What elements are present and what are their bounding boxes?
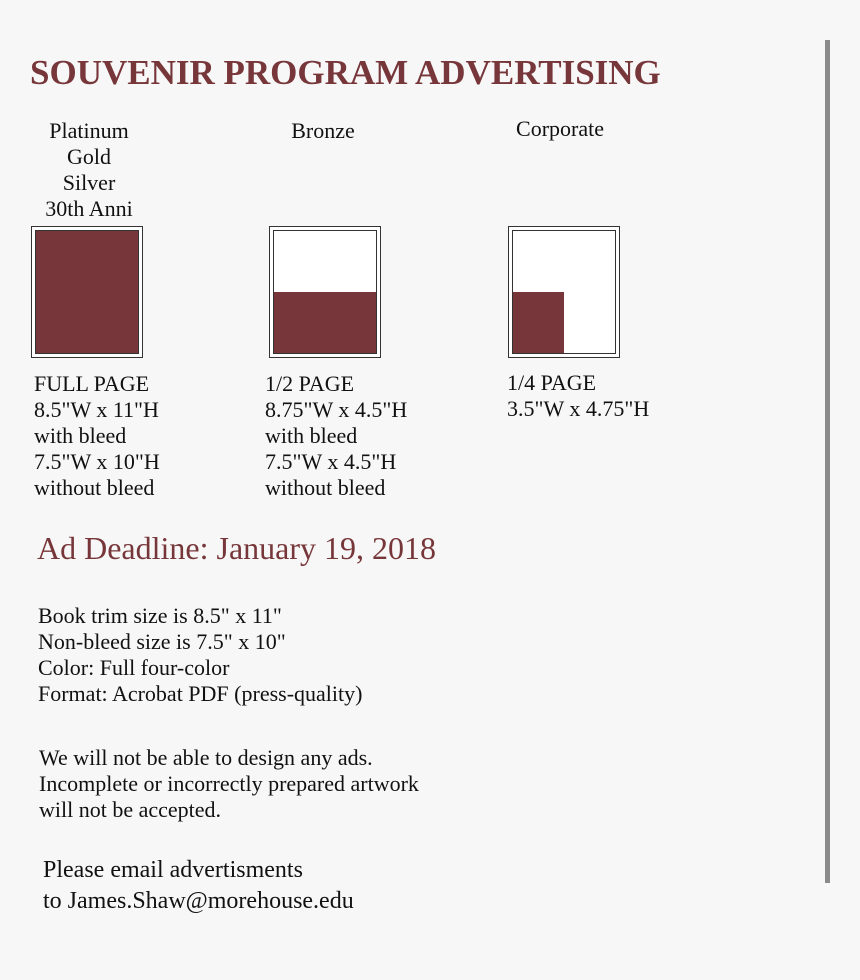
full-page-diagram: [31, 226, 143, 358]
tier-label-corporate: [500, 116, 620, 142]
spec-line: with bleed: [265, 423, 358, 448]
half-page-spec: [265, 371, 407, 501]
half-page-diagram: [269, 226, 381, 358]
diagram-page-frame: [35, 230, 139, 354]
notice-line: Incomplete or incorrectly prepared artwork: [39, 771, 419, 796]
spec-line: 7.5"W x 4.5"H: [265, 449, 397, 474]
book-spec-line: Non-bleed size is 7.5" x 10": [38, 629, 286, 654]
spec-line: 7.5"W x 10"H: [34, 449, 160, 474]
diagram-page-frame: [512, 230, 616, 354]
spec-line: without bleed: [265, 475, 386, 500]
tier-label-line: Platinum: [49, 118, 129, 143]
spec-line: 3.5"W x 4.75"H: [507, 396, 650, 421]
tier-label-line: Gold: [67, 144, 111, 169]
tier-label-line: Bronze: [291, 118, 355, 143]
tier-label-line: Silver: [62, 170, 116, 195]
book-specs: [38, 603, 362, 707]
tier-label-platinum: [40, 118, 138, 222]
spec-line: 1/2 PAGE: [265, 371, 355, 396]
page-title: SOUVENIR PROGRAM ADVERTISING: [30, 53, 661, 92]
spec-line: 8.5"W x 11"H: [34, 397, 159, 422]
diagram-page-frame: [273, 230, 377, 354]
ad-deadline: Ad Deadline: January 19, 2018: [37, 530, 437, 566]
spec-line: 1/4 PAGE: [507, 370, 597, 395]
spec-line: FULL PAGE: [34, 371, 150, 396]
quarter-page-spec: [507, 370, 649, 422]
tier-label-bronze: [274, 118, 372, 144]
book-spec-line: Format: Acrobat PDF (press-quality): [38, 681, 363, 706]
tier-label-line: Corporate: [516, 116, 604, 141]
ad-coverage-fill: [513, 292, 564, 353]
contact-email-block: [43, 855, 354, 917]
spec-line: without bleed: [34, 475, 155, 500]
email-address[interactable]: to James.Shaw@morehouse.edu: [43, 888, 354, 914]
book-spec-line: Book trim size is 8.5" x 11": [38, 603, 282, 628]
spec-line: 8.75"W x 4.5"H: [265, 397, 408, 422]
quarter-page-diagram: [508, 226, 620, 358]
scrollbar[interactable]: [825, 40, 830, 883]
ad-coverage-fill: [274, 292, 376, 353]
spec-line: with bleed: [34, 423, 127, 448]
tier-label-line: 30th Anni: [45, 196, 133, 221]
email-instruction: Please email advertisments: [43, 857, 303, 883]
ad-coverage-fill: [36, 231, 138, 353]
design-notice: [39, 745, 419, 823]
notice-line: will not be accepted.: [39, 797, 222, 822]
notice-line: We will not be able to design any ads.: [39, 745, 373, 770]
full-page-spec: [34, 371, 160, 501]
book-spec-line: Color: Full four-color: [38, 655, 230, 680]
